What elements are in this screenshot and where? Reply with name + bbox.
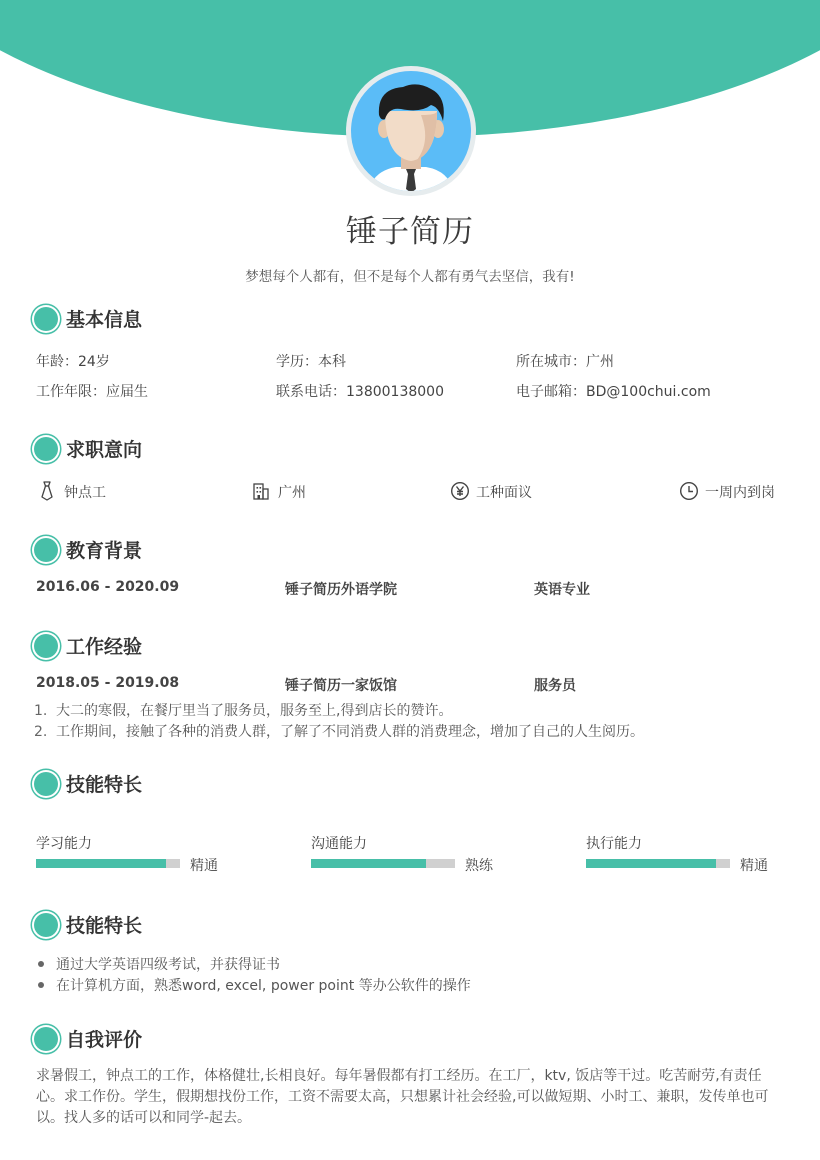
bullet-icon — [38, 982, 44, 988]
list-text: 大二的寒假，在餐厅里当了服务员，服务至上,得到店长的赞许。 — [56, 703, 453, 719]
section-dot-icon — [34, 437, 58, 461]
section-title: 求职意向 — [66, 439, 143, 461]
intent-job-label: 钟点工 — [64, 485, 106, 501]
building-icon — [252, 481, 270, 501]
skill-bar — [586, 859, 730, 868]
person-avatar-icon — [351, 71, 471, 191]
section-dot-icon — [34, 1027, 58, 1051]
list-text: 通过大学英语四级考试，并获得证书 — [56, 957, 280, 973]
city-field: 所在城市：广州 — [516, 354, 614, 370]
section-title: 教育背景 — [66, 540, 143, 562]
resume-name: 锤子简历 — [346, 214, 474, 250]
work-period: 2018.05 - 2019.08 — [36, 675, 180, 691]
list-item — [34, 700, 452, 720]
section-title: 技能特长 — [66, 774, 143, 796]
intent-arrival-label: 一周内到岗 — [705, 485, 775, 501]
list-item — [34, 954, 280, 974]
self-eval-text: 求暑假工，钟点工的工作，体格健壮,长相良好。每年暑假都有打工经历。在工厂，ktv, 饭店等干过。吃苦耐劳,有责任心。求工作份。学生，假期想找份工作，工资不需要太高，只想累计社会经验,可以做短期、小时工、兼职，发传单也可以。找人多的话可以和同学-起去。 — [36, 1068, 769, 1126]
list-item — [34, 975, 471, 995]
section-title: 自我评价 — [66, 1029, 143, 1051]
age-field: 年龄：24岁 — [36, 354, 110, 370]
resume-motto: 梦想每个人都有，但不是每个人都有勇气去坚信，我有! — [245, 269, 575, 285]
skill-name: 执行能力 — [586, 836, 642, 852]
skill-name: 沟通能力 — [311, 836, 367, 852]
intent-city-label: 广州 — [278, 485, 306, 501]
list-number: 1. — [34, 703, 48, 719]
skill-bar-fill — [311, 859, 426, 868]
section-dot-icon — [34, 913, 58, 937]
skill-level: 熟练 — [465, 858, 493, 874]
section-dot-icon — [34, 772, 58, 796]
education-major: 英语专业 — [534, 582, 590, 598]
list-item — [34, 721, 644, 741]
education-school: 锤子简历外语学院 — [285, 582, 397, 598]
skill-name: 学习能力 — [36, 836, 92, 852]
work-years-field: 工作年限：应届生 — [36, 384, 148, 400]
intent-salary-label: 工种面议 — [476, 485, 532, 501]
bullet-icon — [38, 961, 44, 967]
skill-level: 精通 — [740, 858, 768, 874]
work-position: 服务员 — [534, 678, 576, 694]
skill-bar — [36, 859, 180, 868]
degree-field: 学历：本科 — [276, 354, 346, 370]
list-text: 在计算机方面，熟悉word, excel, power point 等办公软件的操作 — [56, 978, 471, 994]
yen-icon — [450, 481, 470, 501]
section-dot-icon — [34, 307, 58, 331]
phone-field: 联系电话：13800138000 — [276, 384, 444, 400]
email-field: 电子邮箱：BD@100chui.com — [516, 384, 711, 400]
skill-bar-fill — [36, 859, 166, 868]
tie-icon — [38, 481, 56, 501]
clock-icon — [679, 481, 699, 501]
section-dot-icon — [34, 538, 58, 562]
work-company: 锤子简历一家饭馆 — [285, 678, 397, 694]
section-title: 基本信息 — [66, 309, 143, 331]
education-period: 2016.06 - 2020.09 — [36, 579, 180, 595]
avatar — [346, 66, 476, 196]
section-dot-icon — [34, 634, 58, 658]
list-number: 2. — [34, 724, 48, 740]
skill-bar — [311, 859, 455, 868]
section-title: 技能特长 — [66, 915, 143, 937]
section-title: 工作经验 — [66, 636, 143, 658]
skill-level: 精通 — [190, 858, 218, 874]
list-text: 工作期间，接触了各种的消费人群，了解了不同消费人群的消费理念，增加了自己的人生阅历。 — [56, 724, 644, 740]
skill-bar-fill — [586, 859, 716, 868]
